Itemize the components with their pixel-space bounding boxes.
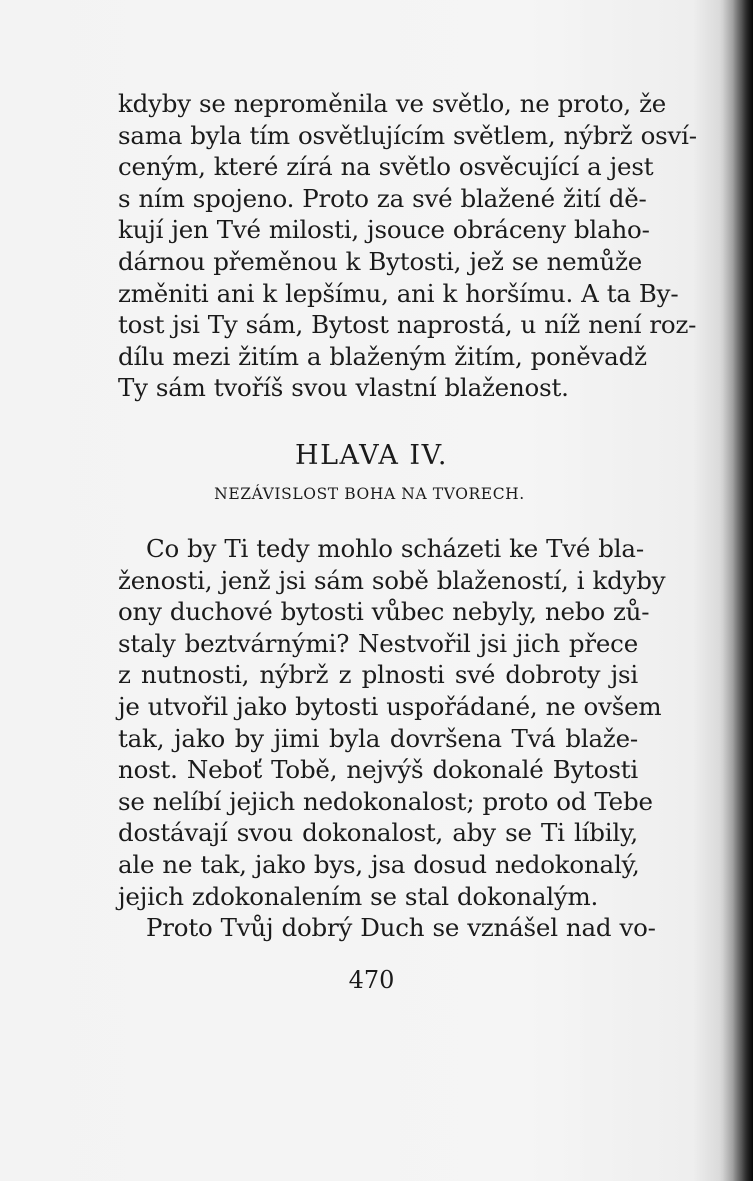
text-line: je utvořil jako bytosti uspořádané, ne ovšem — [118, 691, 662, 721]
chapter-subheading — [0, 485, 753, 503]
page-number-value: 470 — [348, 966, 395, 994]
text-line: Proto Tvůj dobrý Duch se vznášel nad vo- — [146, 913, 656, 943]
text-line: kují jen Tvé milosti, jsouce obráceny blaho- — [118, 215, 650, 245]
chapter-subtitle: NEZÁVISLOST BOHA NA TVORECH. — [214, 485, 525, 503]
chapter-title: HLAVA IV. — [295, 440, 448, 471]
text-line: ony duchové bytosti vůbec nebyly, nebo zů- — [118, 597, 650, 627]
text-line: Ty sám tvoříš svou vlastní blaženost. — [118, 373, 569, 403]
text-line: ženosti, jenž jsi sám sobě blažeností, i kdyby — [118, 565, 666, 595]
text-line: dílu mezi žitím a blaženým žitím, poněvadž — [118, 341, 647, 371]
text-line: kdyby se neproměnila ve světlo, ne proto, že — [118, 89, 667, 118]
body-paragraph-2 — [118, 533, 666, 944]
text-line: se nelíbí jejich nedokonalost; proto od Tebe — [118, 786, 653, 816]
text-line: změniti ani k lepšímu, ani k horšímu. A ta By- — [118, 278, 679, 308]
chapter-heading — [0, 440, 753, 471]
text-line: sama byla tím osvětlujícím světlem, nýbrž osví- — [118, 120, 697, 150]
text-line: tost jsi Ty sám, Bytost naprostá, u níž není roz- — [118, 310, 697, 340]
text-line: tak, jako by jimi byla dovršena Tvá blaže- — [118, 723, 638, 753]
text-line: ale ne tak, jako bys, jsa dosud nedokonalý, — [118, 849, 640, 879]
text-line: jejich zdokonalením se stal dokonalým. — [118, 881, 599, 911]
text-line: Co by Ti tedy mohlo scházeti ke Tvé bla- — [146, 534, 644, 563]
text-line: dárnou přeměnou k Bytosti, jež se nemůže — [118, 246, 643, 276]
text-line: nost. Neboť Tobě, nejvýš dokonalé Bytosti — [118, 755, 638, 785]
text-line: staly beztvárnými? Nestvořil jsi jich přece — [118, 628, 638, 658]
text-line: z nutnosti, nýbrž z plnosti své dobroty jsi — [118, 660, 638, 690]
text-line: s ním spojeno. Proto za své blažené žití dě- — [118, 183, 647, 213]
page-gutter-shadow — [719, 0, 753, 1181]
text-line: dostávají svou dokonalost, aby se Ti líbily, — [118, 818, 638, 848]
body-paragraph-1 — [118, 88, 697, 404]
page-number — [0, 966, 753, 994]
text-line: ceným, které zírá na světlo osvěcující a jest — [118, 152, 654, 182]
